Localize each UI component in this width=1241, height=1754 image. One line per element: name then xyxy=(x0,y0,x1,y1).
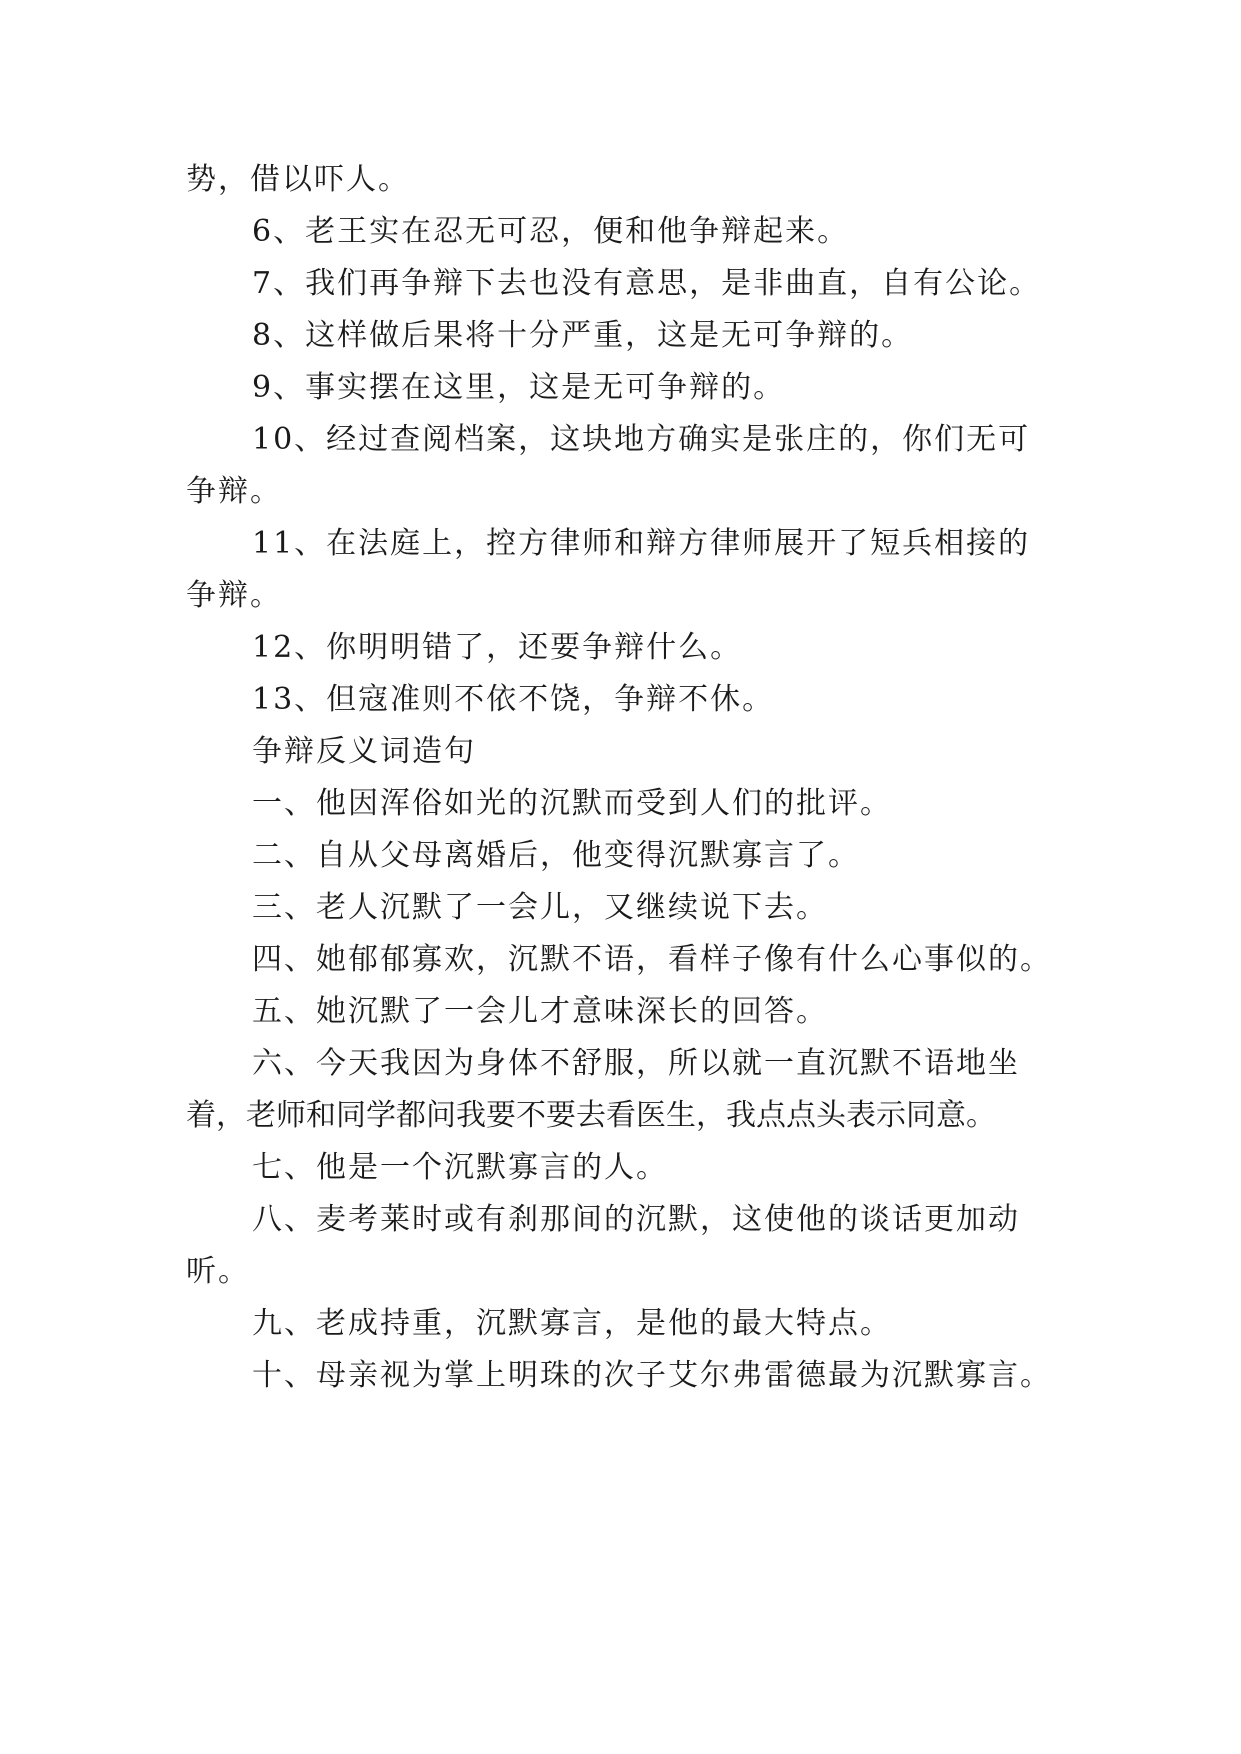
antonym-sentence-10: 十、母亲视为掌上明珠的次子艾尔弗雷德最为沉默寡言。 xyxy=(252,1358,1052,1393)
example-sentence-8: 8、这样做后果将十分严重，这是无可争辩的。 xyxy=(252,318,914,353)
example-sentence-11-continued: 争辩。 xyxy=(186,578,282,613)
example-sentence-9: 9、事实摆在这里，这是无可争辩的。 xyxy=(252,370,786,405)
example-sentence-6: 6、老王实在忍无可忍，便和他争辩起来。 xyxy=(252,214,850,249)
antonym-sentence-7: 七、他是一个沉默寡言的人。 xyxy=(252,1150,668,1185)
antonym-sentence-6-continued: 着，老师和同学都问我要不要去看医生，我点点头表示同意。 xyxy=(186,1098,996,1133)
example-sentence-10-continued: 争辩。 xyxy=(186,474,282,509)
example-sentence-10: 10、经过查阅档案，这块地方确实是张庄的，你们无可 xyxy=(252,422,1031,457)
paragraph-continuation-line: 势，借以吓人。 xyxy=(186,162,410,197)
example-sentence-13: 13、但寇准则不依不饶，争辩不休。 xyxy=(252,682,775,717)
example-sentence-7: 7、我们再争辩下去也没有意思，是非曲直，自有公论。 xyxy=(252,266,1042,301)
antonym-sentence-4: 四、她郁郁寡欢，沉默不语，看样子像有什么心事似的。 xyxy=(252,942,1052,977)
antonym-sentence-2: 二、自从父母离婚后，他变得沉默寡言了。 xyxy=(252,838,860,873)
example-sentence-11: 11、在法庭上，控方律师和辩方律师展开了短兵相接的 xyxy=(252,526,1031,561)
section-heading: 争辩反义词造句 xyxy=(252,734,476,769)
antonym-sentence-9: 九、老成持重，沉默寡言，是他的最大特点。 xyxy=(252,1306,892,1341)
antonym-sentence-1: 一、他因浑俗如光的沉默而受到人们的批评。 xyxy=(252,786,892,821)
antonym-sentence-6: 六、今天我因为身体不舒服，所以就一直沉默不语地坐 xyxy=(252,1046,1020,1081)
antonym-sentence-5: 五、她沉默了一会儿才意味深长的回答。 xyxy=(252,994,828,1029)
antonym-sentence-3: 三、老人沉默了一会儿，又继续说下去。 xyxy=(252,890,828,925)
example-sentence-12: 12、你明明错了，还要争辩什么。 xyxy=(252,630,743,665)
antonym-sentence-8-continued: 听。 xyxy=(186,1254,250,1289)
antonym-sentence-8: 八、麦考莱时或有刹那间的沉默，这使他的谈话更加动 xyxy=(252,1202,1020,1237)
